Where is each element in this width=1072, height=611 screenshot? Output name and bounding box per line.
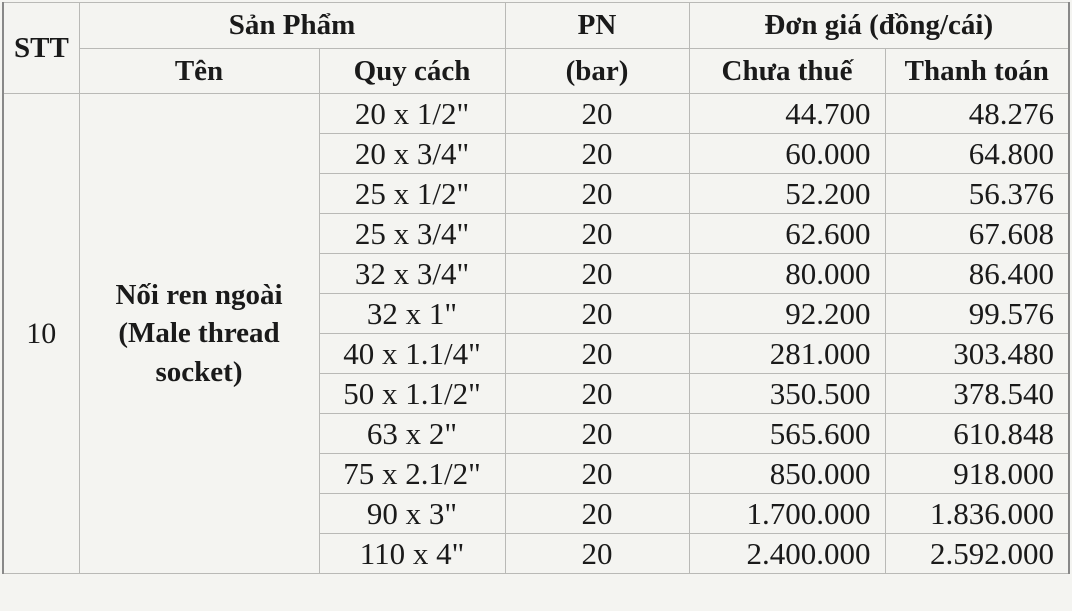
pn-cell: 20 bbox=[505, 374, 689, 414]
spec-cell: 110 x 4" bbox=[319, 534, 505, 574]
price-total-cell: 56.376 bbox=[885, 174, 1069, 214]
price-table bbox=[2, 2, 1070, 574]
table-row bbox=[3, 94, 1069, 134]
price-total-cell: 378.540 bbox=[885, 374, 1069, 414]
spec-cell: 32 x 1" bbox=[319, 294, 505, 334]
header-ten: Tên bbox=[79, 49, 319, 94]
price-pre-tax-cell: 850.000 bbox=[689, 454, 885, 494]
pn-cell: 20 bbox=[505, 254, 689, 294]
price-pre-tax-cell: 62.600 bbox=[689, 214, 885, 254]
header-pn: PN bbox=[505, 3, 689, 49]
pn-cell: 20 bbox=[505, 134, 689, 174]
price-pre-tax-cell: 565.600 bbox=[689, 414, 885, 454]
price-total-cell: 48.276 bbox=[885, 94, 1069, 134]
product-name-line1: Nối ren ngoài bbox=[115, 279, 283, 312]
price-pre-tax-cell: 92.200 bbox=[689, 294, 885, 334]
price-total-cell: 64.800 bbox=[885, 134, 1069, 174]
product-stt: 10 bbox=[3, 94, 79, 574]
price-pre-tax-cell: 44.700 bbox=[689, 94, 885, 134]
header-stt: STT bbox=[3, 3, 79, 94]
spec-cell: 75 x 2.1/2" bbox=[319, 454, 505, 494]
pn-cell: 20 bbox=[505, 494, 689, 534]
header-thanh-toan: Thanh toán bbox=[885, 49, 1069, 94]
header-quy-cach: Quy cách bbox=[319, 49, 505, 94]
price-total-cell: 2.592.000 bbox=[885, 534, 1069, 574]
header-san-pham: Sản Phẩm bbox=[79, 3, 505, 49]
pn-cell: 20 bbox=[505, 174, 689, 214]
pn-cell: 20 bbox=[505, 294, 689, 334]
spec-cell: 20 x 1/2" bbox=[319, 94, 505, 134]
spec-cell: 50 x 1.1/2" bbox=[319, 374, 505, 414]
pn-cell: 20 bbox=[505, 534, 689, 574]
header-don-gia: Đơn giá (đồng/cái) bbox=[689, 3, 1069, 49]
price-total-cell: 918.000 bbox=[885, 454, 1069, 494]
table-header bbox=[3, 3, 1069, 94]
price-total-cell: 86.400 bbox=[885, 254, 1069, 294]
price-pre-tax-cell: 2.400.000 bbox=[689, 534, 885, 574]
price-total-cell: 1.836.000 bbox=[885, 494, 1069, 534]
price-pre-tax-cell: 281.000 bbox=[689, 334, 885, 374]
price-pre-tax-cell: 350.500 bbox=[689, 374, 885, 414]
price-total-cell: 99.576 bbox=[885, 294, 1069, 334]
pn-cell: 20 bbox=[505, 454, 689, 494]
spec-cell: 25 x 1/2" bbox=[319, 174, 505, 214]
spec-cell: 32 x 3/4" bbox=[319, 254, 505, 294]
pn-cell: 20 bbox=[505, 214, 689, 254]
price-pre-tax-cell: 80.000 bbox=[689, 254, 885, 294]
product-name-line3: socket) bbox=[155, 355, 243, 388]
spec-cell: 90 x 3" bbox=[319, 494, 505, 534]
spec-cell: 63 x 2" bbox=[319, 414, 505, 454]
price-total-cell: 67.608 bbox=[885, 214, 1069, 254]
product-name-line2: (Male thread bbox=[118, 317, 280, 350]
spec-cell: 40 x 1.1/4" bbox=[319, 334, 505, 374]
price-total-cell: 303.480 bbox=[885, 334, 1069, 374]
price-pre-tax-cell: 1.700.000 bbox=[689, 494, 885, 534]
spec-cell: 25 x 3/4" bbox=[319, 214, 505, 254]
pn-cell: 20 bbox=[505, 414, 689, 454]
pn-cell: 20 bbox=[505, 94, 689, 134]
product-name bbox=[79, 94, 319, 574]
header-pn-unit: (bar) bbox=[505, 49, 689, 94]
spec-cell: 20 x 3/4" bbox=[319, 134, 505, 174]
table-body bbox=[3, 94, 1069, 574]
header-chua-thue: Chưa thuế bbox=[689, 49, 885, 94]
pn-cell: 20 bbox=[505, 334, 689, 374]
price-total-cell: 610.848 bbox=[885, 414, 1069, 454]
price-pre-tax-cell: 52.200 bbox=[689, 174, 885, 214]
price-pre-tax-cell: 60.000 bbox=[689, 134, 885, 174]
